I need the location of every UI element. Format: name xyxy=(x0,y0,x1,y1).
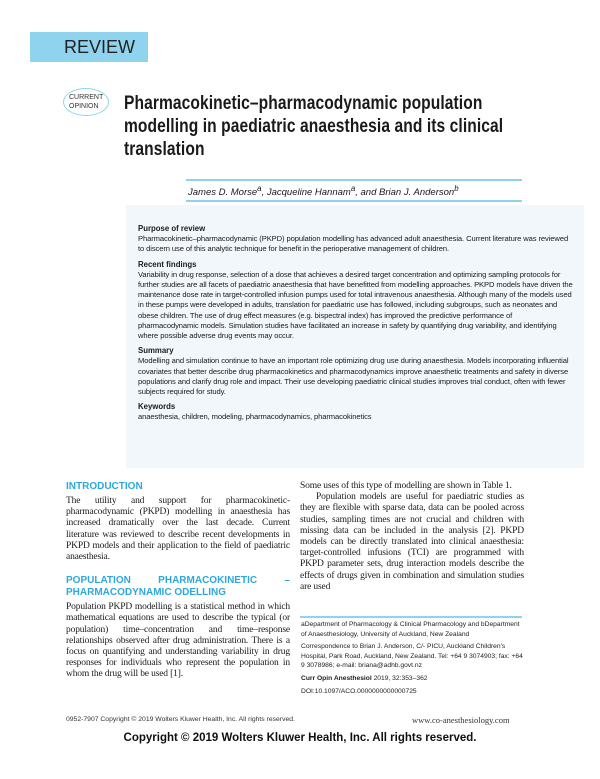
abstract-text: anaesthesia, children, modeling, pharmacodynamics, pharmacokinetics xyxy=(138,412,372,422)
journal-url[interactable]: www.co-anesthesiology.com xyxy=(412,715,510,725)
author: James D. Morse xyxy=(188,187,258,199)
abstract-text: Pharmacokinetic–pharmacodynamic (PKPD) population modelling has advanced adult anaesthesia. Current literature was reviewed to discern use of this analytic technique for benefit in the perioperative management of children. xyxy=(138,234,569,254)
abstract-heading: Summary xyxy=(138,346,174,356)
aff-mark: b xyxy=(454,184,459,193)
abstract-heading: Recent findings xyxy=(138,259,197,269)
divider xyxy=(300,616,522,618)
doi: DOI:10.1097/ACO.0000000000000725 xyxy=(301,687,417,695)
author: Jacqueline Hannam xyxy=(266,187,351,199)
logo-line: OPINION xyxy=(69,103,99,110)
copyright-banner: Copyright © 2019 Wolters Kluwer Health, Inc. All rights reserved. xyxy=(123,732,477,744)
current-opinion-logo xyxy=(63,88,109,116)
section-label: REVIEW xyxy=(30,32,148,62)
divider xyxy=(186,200,522,202)
body-paragraph: The utility and support for pharmacokinetic-pharmacodynamic (PKPD) modelling in anaesthesia has increased dramatically over the last decade. Current literature was reviewed to describe recent developments in PKPD models and their application to the field of paediatric anaesthesia. xyxy=(66,496,290,563)
citation-line xyxy=(301,674,523,684)
abstract-heading: Keywords xyxy=(138,402,176,412)
left-column xyxy=(66,481,290,681)
section-heading: POPULATION PHARMACOKINETIC – PHARMACODYNAMIC ODELLING xyxy=(66,575,290,599)
body-paragraph: Some uses of this type of modelling are shown in Table 1. xyxy=(300,481,512,491)
departments: aDepartment of Pharmacology & Clinical Pharmacology and bDepartment of Anaesthesiology, University of Auckland, New Zealand xyxy=(301,621,520,638)
body-paragraph: Population models are useful for paediatric studies as they are flexible with sparse data, data can be pooled across studies, sampling times are not crucial and children with missing data can be included in the analysis [2]. PKPD models can be directly translated into clinical anaesthesia: target-controlled infusions (TCI) are programmed with PKPD parameter sets, drug interaction models describe the effects of drugs given in combination and simulation studies are used xyxy=(300,492,524,592)
abstract-heading: Purpose of review xyxy=(138,224,206,233)
citation: 2019, 32:353–362 xyxy=(371,674,428,682)
article-title: Pharmacokinetic–pharmacodynamic population modelling in paediatric anaesthesia and its clinical translation xyxy=(124,93,504,160)
separator: , xyxy=(261,187,267,199)
abstract-text: Variability in drug response, selection of a dose that achieves a desired target concentration and optimizing sampling protocols for further studies are all facets of paediatric anaesthesia that have benefitted from modelling approaches. PKPD models have driven the maintenance dose rate in target-controlled infusion pumps used for total intravenous anaesthesia. Although many of the models used in these pumps were developed in adults, translation for paediatric use has followed, including subgroups, such as neonates and obese children. The use of drug effect measures (e.g. bispectral index) has improved the predictive performance of pharmacodynamic models. Simulation studies have facilitated an increase in safety by quantifying drug variability, and identifying where possible adverse drug events may occur. xyxy=(138,269,573,341)
aff-mark: a xyxy=(257,184,262,193)
footer-copyright: 0952-7907 Copyright © 2019 Wolters Kluwer Health, Inc. All rights reserved. xyxy=(66,716,295,723)
journal-name: Curr Opin Anesthesiol xyxy=(301,674,372,682)
separator: , and xyxy=(355,187,380,199)
correspondence: Correspondence to Brian J. Anderson, C/- PICU, Auckland Children's Hospital, Park Road, Auckland, New Zealand. Tel: +64 9 3074903; fax: +64 9 3078986; e-mail: briana@adhb.govt.nz xyxy=(301,643,523,670)
body-paragraph: Population PKPD modelling is a statistical method in which mathematical equations are used to describe the typical (or population) time–concentration and time–response relationships observed after drug administration. There is a focus on quantifying and understanding variability in drug responses for individuals who represent the population in whom the drug will be used [1]. xyxy=(66,602,290,680)
abstract-box xyxy=(126,205,584,468)
affiliations xyxy=(301,620,523,699)
logo-line: CURRENT xyxy=(69,94,104,101)
abstract-text: Modelling and simulation continue to have an important role optimizing drug use during anaesthesia. Models incorporating influential covariates that better describe drug pharmacokinetics and pharmacodynamics improve anaesthetic treatments and safety in diverse populations and clarify drug role and impact. Their use developing paediatric clinical studies improves trial conduct, often with fewer subjects required for study. xyxy=(138,356,569,397)
author: Brian J. Anderson xyxy=(379,187,455,199)
divider xyxy=(186,179,522,181)
right-column xyxy=(300,481,524,593)
aff-mark: a xyxy=(350,184,356,193)
section-heading: INTRODUCTION xyxy=(66,481,143,492)
author-list xyxy=(188,184,459,198)
